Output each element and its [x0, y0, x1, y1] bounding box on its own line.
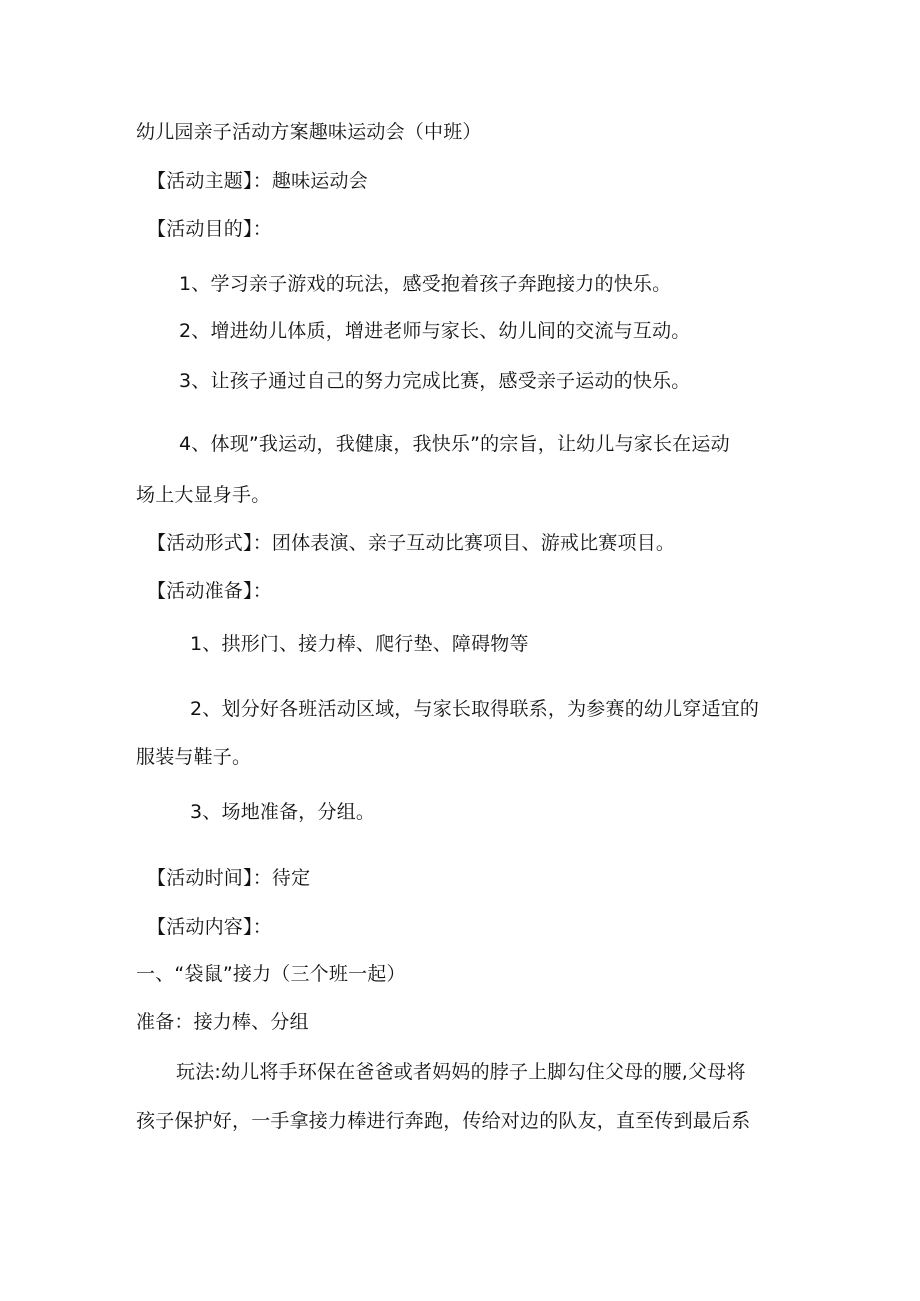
section-1-play-line-2: 孩子保护好，一手拿接力棒进行奔跑，传给对边的队友，直至传到最后系: [136, 1110, 751, 1132]
goal-item-1: 1、学习亲子游戏的玩法，感受抱着孩子奔跑接力的快乐。: [179, 273, 672, 295]
activity-content-header: 【活动内容】：: [147, 916, 272, 938]
section-1-play-line-1: 玩法:幼儿将手环保在爸爸或者妈妈的脖子上脚勾住父母的腰,父母将: [176, 1061, 746, 1083]
activity-theme: 【活动主题】：趣味运动会: [147, 170, 368, 192]
goal-item-4-line-1: 4、体现”我运动，我健康，我快乐”的宗旨，让幼儿与家长在运动: [179, 433, 730, 455]
activity-form: 【活动形式】：团体表演、亲子互动比赛项目、游戒比赛项目。: [147, 532, 676, 554]
section-1-title: 一、“袋鼠”接力（三个班一起）: [136, 963, 406, 985]
prep-item-3: 3、场地准备，分组。: [190, 801, 376, 823]
activity-prep-header: 【活动准备】：: [147, 580, 272, 602]
goal-item-2: 2、增进幼儿体质，增进老师与家长、幼儿间的交流与互动。: [179, 320, 691, 342]
goal-item-3: 3、让孩子通过自己的努力完成比赛，感受亲子运动的快乐。: [179, 370, 691, 392]
goal-item-4-line-2: 场上大显身手。: [136, 484, 271, 506]
prep-item-2-line-2: 服装与鞋子。: [136, 746, 252, 768]
document-title: 幼儿园亲子活动方案趣味运动会（中班）: [136, 121, 482, 143]
activity-goals-header: 【活动目的】：: [147, 218, 272, 240]
activity-time: 【活动时间】：待定: [147, 867, 311, 889]
section-1-prep: 准备：接力棒、分组: [136, 1011, 309, 1033]
prep-item-2-line-1: 2、划分好各班活动区域，与家长取得联系，为参赛的幼儿穿适宜的: [190, 698, 760, 720]
prep-item-1: 1、拱形门、接力棒、爬行垫、障碍物等: [190, 633, 529, 655]
